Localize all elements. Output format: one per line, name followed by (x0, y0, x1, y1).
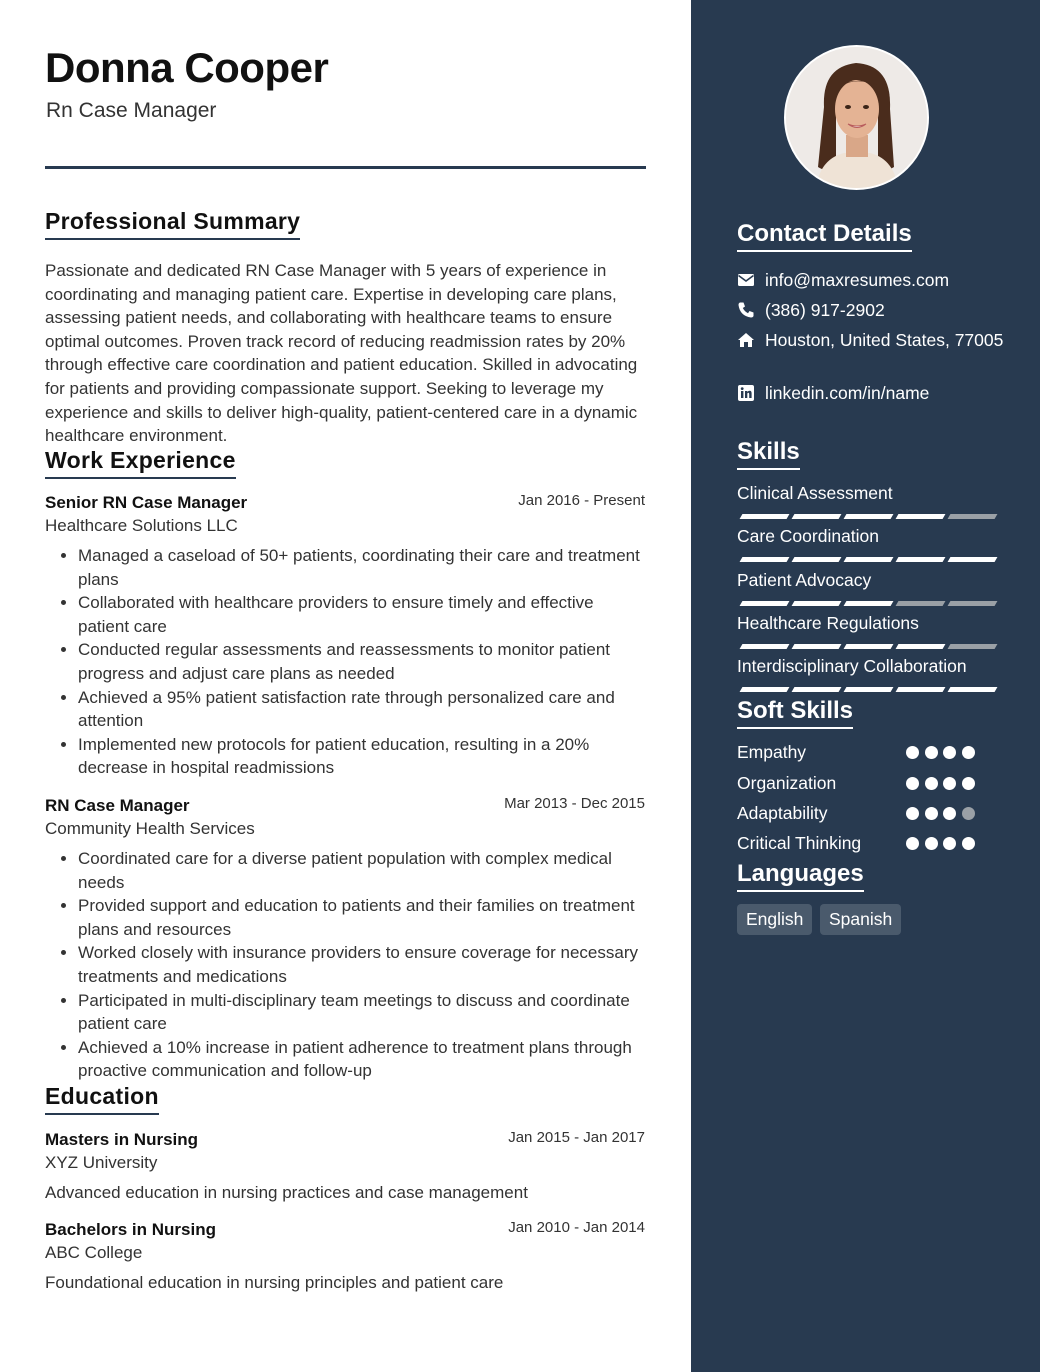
contact-heading: Contact Details (737, 220, 912, 252)
sidebar (691, 0, 1040, 1372)
rating-dot (925, 777, 938, 790)
skill-level-segment (948, 514, 998, 519)
envelope-icon (737, 271, 755, 289)
skill-level-segment (844, 601, 894, 606)
skill-level-segment (792, 557, 842, 562)
rating-dot (962, 777, 975, 790)
skill-name: Healthcare Regulations (737, 613, 919, 633)
phone-icon (737, 301, 755, 319)
education-date: Jan 2010 - Jan 2014 (508, 1219, 645, 1236)
summary-text: Passionate and dedicated RN Case Manager with 5 years of experience in coordinating and managing patient care. Expertise in developing care plans, assessing patient needs, and collaborating with healthcare teams to ensure optimal outcomes. Proven track record of reducing readmission rates by 20% through effective care coordination and patient education. Skilled in advocating for patients and providing compassionate support. Seeking to leverage my experience and skills to deliver high-quality, patient-centered care in a dynamic healthcare environment. (45, 261, 638, 446)
skill-row (737, 482, 997, 505)
skill-level-segment (740, 687, 790, 692)
degree-title: Bachelors in Nursing (45, 1220, 216, 1239)
portrait-image (786, 47, 927, 188)
job-bullet: • Managed a caseload of 50+ patients, coordinating their care and treatment plans (78, 544, 645, 591)
skill-level-segment (948, 687, 998, 692)
education-heading: Education (45, 1083, 159, 1115)
job-entry (45, 491, 645, 780)
experience-heading: Work Experience (45, 447, 236, 479)
skill-level-bar (737, 644, 997, 650)
rating-dot (943, 746, 956, 759)
soft-skill-name: Adaptability (737, 803, 828, 823)
school-name: XYZ University (45, 1153, 158, 1172)
job-bullet: • Participated in multi-disciplinary team meetings to discuss and coordinate patient care (78, 989, 645, 1036)
skill-level-segment (844, 514, 894, 519)
rating-dot (962, 746, 975, 759)
rating-dot (925, 837, 938, 850)
skill-level-segment (896, 557, 946, 562)
skill-row (737, 612, 997, 635)
skill-level-bar (737, 557, 997, 563)
job-bullet: • Provided support and education to patients and their families on treatment plans and resources (78, 894, 645, 941)
skill-level-segment (844, 687, 894, 692)
skill-level-segment (896, 601, 946, 606)
job-date: Mar 2013 - Dec 2015 (504, 795, 645, 812)
soft-skill-row (737, 771, 987, 795)
job-title: Senior RN Case Manager (45, 493, 248, 512)
skill-name: Interdisciplinary Collaboration (737, 656, 967, 676)
skill-name: Clinical Assessment (737, 483, 893, 503)
job-bullet: • Worked closely with insurance providers to ensure coverage for necessary treatments and medications (78, 941, 645, 988)
skill-name: Care Coordination (737, 526, 880, 546)
contact-phone[interactable] (737, 299, 1007, 322)
education-entry (45, 1128, 645, 1204)
skill-level-segment (740, 644, 790, 649)
soft-skill-row (737, 801, 987, 825)
soft-skill-rating (906, 746, 986, 760)
rating-dot (906, 746, 919, 759)
education-date: Jan 2015 - Jan 2017 (508, 1129, 645, 1146)
skill-level-segment (948, 557, 998, 562)
languages-heading: Languages (737, 860, 864, 892)
skill-level-bar (737, 687, 997, 693)
contact-address-text: Houston, United States, 77005 (765, 330, 1004, 350)
skill-level-segment (844, 644, 894, 649)
skill-level-bar (737, 514, 997, 520)
rating-dot (943, 837, 956, 850)
soft-skill-rating (906, 837, 986, 851)
soft-skill-row (737, 740, 987, 764)
job-date: Jan 2016 - Present (518, 492, 645, 509)
job-bullet: • Conducted regular assessments and reassessments to monitor patient progress and adjust care plans as needed (78, 638, 645, 685)
contact-email[interactable] (737, 269, 1007, 292)
skill-level-segment (896, 644, 946, 649)
header-divider (45, 166, 646, 169)
rating-dot (906, 837, 919, 850)
degree-title: Masters in Nursing (45, 1130, 199, 1149)
linkedin-icon (737, 384, 755, 402)
skill-row (737, 655, 997, 678)
contact-linkedin[interactable] (737, 382, 1007, 405)
skill-name: Patient Advocacy (737, 570, 872, 590)
skill-level-segment (896, 514, 946, 519)
skill-level-segment (792, 601, 842, 606)
job-title: RN Case Manager (45, 796, 190, 815)
skill-level-segment (844, 557, 894, 562)
contact-email-text: info@maxresumes.com (765, 270, 950, 290)
skill-level-segment (740, 514, 790, 519)
rating-dot (906, 807, 919, 820)
rating-dot (962, 807, 975, 820)
skill-level-segment (792, 687, 842, 692)
skill-level-bar (737, 601, 997, 607)
contact-linkedin-text: linkedin.com/in/name (765, 383, 930, 403)
skill-level-segment (948, 601, 998, 606)
skill-row (737, 525, 997, 548)
soft-skills-heading: Soft Skills (737, 697, 853, 729)
job-bullet: • Coordinated care for a diverse patient population with complex medical needs (78, 847, 645, 894)
contact-address (737, 329, 1007, 352)
contact-phone-text: (386) 917-2902 (765, 300, 885, 320)
soft-skill-rating (906, 807, 986, 821)
job-bullets (45, 847, 645, 1083)
rating-dot (906, 777, 919, 790)
language-chip: Spanish (820, 904, 901, 935)
skill-level-segment (792, 514, 842, 519)
skill-row (737, 569, 997, 592)
soft-skill-name: Organization (737, 773, 837, 793)
job-bullets (45, 544, 645, 780)
skill-level-segment (792, 644, 842, 649)
skill-level-segment (896, 687, 946, 692)
job-company: Healthcare Solutions LLC (45, 516, 238, 535)
skill-level-segment (740, 557, 790, 562)
job-bullet: • Implemented new protocols for patient education, resulting in a 20% decrease in hospital readmissions (78, 733, 645, 780)
soft-skill-row (737, 831, 987, 855)
rating-dot (943, 807, 956, 820)
education-description: Advanced education in nursing practices and case management (45, 1183, 528, 1202)
education-entry (45, 1218, 645, 1294)
skill-level-segment (948, 644, 998, 649)
language-chip: English (737, 904, 812, 935)
skill-level-segment (740, 601, 790, 606)
home-icon (737, 331, 755, 349)
skills-heading: Skills (737, 438, 800, 470)
job-bullet: • Achieved a 10% increase in patient adherence to treatment plans through proactive communication and follow-up (78, 1036, 645, 1083)
school-name: ABC College (45, 1243, 143, 1262)
job-company: Community Health Services (45, 819, 255, 838)
rating-dot (943, 777, 956, 790)
candidate-name: Donna Cooper (45, 44, 329, 91)
soft-skill-name: Critical Thinking (737, 833, 862, 853)
job-entry (45, 794, 645, 1083)
education-description: Foundational education in nursing principles and patient care (45, 1273, 504, 1292)
summary-heading: Professional Summary (45, 208, 300, 240)
soft-skill-rating (906, 777, 986, 791)
candidate-title: Rn Case Manager (46, 99, 217, 122)
rating-dot (925, 746, 938, 759)
job-bullet: • Achieved a 95% patient satisfaction rate through personalized care and attention (78, 686, 645, 733)
soft-skill-name: Empathy (737, 742, 807, 762)
rating-dot (925, 807, 938, 820)
job-bullet: • Collaborated with healthcare providers to ensure timely and effective patient care (78, 591, 645, 638)
rating-dot (962, 837, 975, 850)
profile-photo (784, 45, 929, 190)
